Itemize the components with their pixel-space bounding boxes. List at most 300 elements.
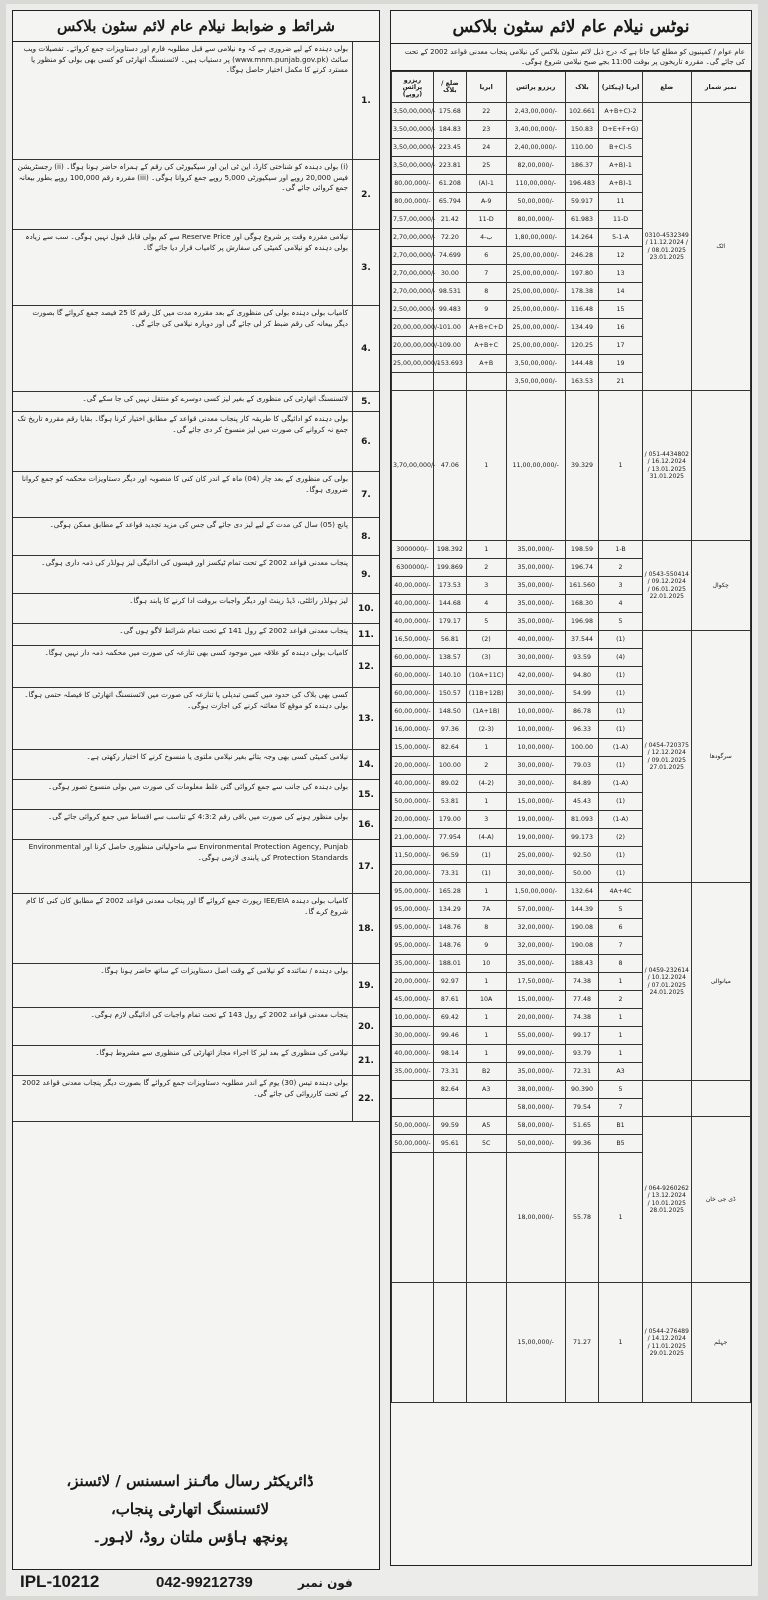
table-cell: 18,00,000/- [506, 1153, 565, 1283]
table-header-cell: ریزرو پرائس (روپے) [392, 72, 434, 103]
table-cell: 25,00,00,000/- [506, 265, 565, 283]
table-cell: 16,50,000/- [392, 631, 434, 649]
table-header-cell: ایریا (ہیکٹر) [599, 72, 643, 103]
notice-column [390, 10, 752, 1566]
condition-text: نیلامی کمیٹی کسی بھی وجہ بتائے بغیر نیلامی ملتوی یا منسوخ کرنے کا اختیار رکھتی ہے۔ [86, 752, 348, 761]
table-cell: (2) [466, 631, 506, 649]
condition-item [13, 750, 379, 780]
table-cell: 20,00,000/- [392, 811, 434, 829]
table-cell: 2 [599, 991, 643, 1009]
conditions-list [13, 42, 379, 1122]
contact-dates-cell: 064-9260262 / 13.12.2024 / 10.01.2025 / 28.01.2025 [643, 1117, 691, 1283]
table-cell: 3,70,00,000/- [392, 391, 434, 541]
condition-item [13, 306, 379, 392]
condition-number: 13. [352, 688, 379, 749]
condition-item [13, 646, 379, 688]
table-cell: 87.61 [433, 991, 466, 1009]
table-cell: 120.25 [565, 337, 598, 355]
table-cell: (1) [599, 757, 643, 775]
table-cell: 3,50,00,000/- [392, 103, 434, 121]
table-cell [392, 1153, 434, 1283]
table-cell: 35,00,000/- [506, 613, 565, 631]
table-cell: 20,00,00,000/- [392, 319, 434, 337]
table-cell [433, 373, 466, 391]
phone-label: فون نمبر [298, 1576, 353, 1590]
table-cell: 11,00,00,000/- [506, 391, 565, 541]
table-cell: 150.57 [433, 685, 466, 703]
condition-item [13, 518, 379, 556]
table-cell: 9 [466, 301, 506, 319]
table-cell: 1,50,00,000/- [506, 883, 565, 901]
table-cell: 72.20 [433, 229, 466, 247]
table-cell: 6300000/- [392, 559, 434, 577]
table-cell: 82.64 [433, 739, 466, 757]
table-cell: (1) [599, 685, 643, 703]
table-cell: 50,00,000/- [392, 793, 434, 811]
condition-item [13, 810, 379, 840]
condition-number: 6. [352, 412, 379, 471]
table-cell: 20,00,000/- [392, 973, 434, 991]
table-cell: A+B+C+D [466, 319, 506, 337]
condition-item [13, 594, 379, 624]
table-cell [392, 1283, 434, 1403]
table-cell: (4-A) [466, 829, 506, 847]
table-cell: 50.00 [565, 865, 598, 883]
table-cell: 40,00,000/- [392, 775, 434, 793]
table-cell [466, 1153, 506, 1283]
table-cell: 3,50,00,000/- [392, 139, 434, 157]
table-cell: 1 [599, 1045, 643, 1063]
condition-item [13, 472, 379, 518]
table-cell: 1 [599, 1153, 643, 1283]
table-cell: (1-A) [599, 739, 643, 757]
table-cell: 95,00,000/- [392, 919, 434, 937]
table-cell: 168.30 [565, 595, 598, 613]
table-cell: 25,00,000/- [506, 847, 565, 865]
table-cell: 190.08 [565, 937, 598, 955]
table-cell: 30,00,000/- [506, 865, 565, 883]
contact-dates-cell: 051-4434802 / 16.12.2024 / 13.01.2025 / 31.01.2025 [643, 391, 691, 541]
table-cell: 30,00,000/- [506, 649, 565, 667]
table-cell: 190.08 [565, 919, 598, 937]
district-cell: چکوال [691, 541, 751, 631]
table-cell: 54.99 [565, 685, 598, 703]
table-cell: 7 [599, 937, 643, 955]
condition-number: 14. [352, 750, 379, 779]
terms-column [12, 10, 380, 1570]
table-cell: (1) [599, 793, 643, 811]
table-cell: 10A [466, 991, 506, 1009]
table-cell: 148.50 [433, 703, 466, 721]
table-cell: 61.208 [433, 175, 466, 193]
table-cell: (1) [466, 847, 506, 865]
condition-item [13, 894, 379, 964]
table-cell: 35,00,000/- [506, 541, 565, 559]
condition-item [13, 1076, 379, 1122]
table-cell: 21,00,000/- [392, 829, 434, 847]
condition-text: کامیاب بولی دہندہ IEE/EIA رپورٹ جمع کروائے گا اور پنجاب معدنی قواعد 2002 کے مطابق کان کنی کا کام شروع کرے گا۔ [26, 896, 348, 916]
table-cell: B5 [599, 1135, 643, 1153]
table-row [392, 631, 751, 649]
table-cell: 80,00,000/- [392, 193, 434, 211]
table-cell: 20,00,000/- [506, 1009, 565, 1027]
table-cell: 5 [599, 901, 643, 919]
table-cell [433, 1283, 466, 1403]
condition-number: 18. [352, 894, 379, 963]
table-cell: 53.81 [433, 793, 466, 811]
table-cell: 35,00,000/- [506, 1063, 565, 1081]
table-cell: 144.48 [565, 355, 598, 373]
table-cell: 110.00 [565, 139, 598, 157]
condition-text: بولی دہندہ کو ادائیگی کا طریقہ کار پنجاب معدنی قواعد کے مطابق اختیار کرنا ہوگا۔ بقایا رقم مقررہ تاریخ تک جمع نہ کروانے کی صورت میں لیز منسوخ کر دی جائے گی۔ [17, 414, 348, 434]
table-cell: 2 [599, 559, 643, 577]
table-cell: 179.00 [433, 811, 466, 829]
table-cell: 98.531 [433, 283, 466, 301]
table-cell: 51.65 [565, 1117, 598, 1135]
table-cell: 60,00,000/- [392, 649, 434, 667]
table-cell: 89.02 [433, 775, 466, 793]
condition-text: پنجاب معدنی قواعد 2002 کے رول 143 کے تحت تمام واجبات کی ادائیگی لازم ہوگی۔ [90, 1010, 348, 1019]
table-cell: 40,00,000/- [392, 577, 434, 595]
table-cell: 25 [466, 157, 506, 175]
table-cell: 2,70,00,000/- [392, 247, 434, 265]
table-cell [392, 1081, 434, 1099]
contact-dates-cell: 0543-550414 / 09.12.2024 / 06.01.2025 / 22.01.2025 [643, 541, 691, 631]
table-cell: 17 [599, 337, 643, 355]
table-cell: 3 [466, 577, 506, 595]
table-cell: 96.33 [565, 721, 598, 739]
table-cell: 40,00,000/- [506, 631, 565, 649]
table-cell: 73.31 [433, 1063, 466, 1081]
table-cell: 95,00,000/- [392, 883, 434, 901]
condition-item [13, 230, 379, 306]
table-cell: 134.29 [433, 901, 466, 919]
table-cell: 47.06 [433, 391, 466, 541]
table-cell: (10A+11C) [466, 667, 506, 685]
table-cell: 246.28 [565, 247, 598, 265]
table-cell: 79.03 [565, 757, 598, 775]
table-cell: 19,00,000/- [506, 829, 565, 847]
table-cell: 144.68 [433, 595, 466, 613]
table-cell: 25,00,00,000/- [506, 319, 565, 337]
table-cell: 6 [599, 919, 643, 937]
table-header-cell: ضلع [643, 72, 691, 103]
condition-number: 17. [352, 840, 379, 893]
district-cell: میانوالی [691, 883, 751, 1081]
condition-number: 15. [352, 780, 379, 809]
table-cell: 223.81 [433, 157, 466, 175]
table-cell: 1 [466, 793, 506, 811]
table-cell: B1 [599, 1117, 643, 1135]
table-cell: 9 [466, 937, 506, 955]
table-cell: 55,00,000/- [506, 1027, 565, 1045]
table-cell [433, 1099, 466, 1117]
notice-intro: عام عوام / کمپنیوں کو مطلع کیا جاتا ہے کہ درج ذیل لائم سٹون بلاکس کی نیلامی پنجاب معدنی قواعد 2002 کے تحت کی جائے گی۔ مقررہ تاریخوں پر بوقت 11:00 بجے صبح نیلامی شروع ہوگی۔ [391, 44, 751, 71]
table-cell: 197.80 [565, 265, 598, 283]
condition-number: 22. [352, 1076, 379, 1121]
table-cell: 3000000/- [392, 541, 434, 559]
district-cell: جہلم [691, 1283, 751, 1403]
table-cell: 92.50 [565, 847, 598, 865]
table-cell: 148.76 [433, 937, 466, 955]
table-cell: 21 [599, 373, 643, 391]
condition-text: پانچ (05) سال کی مدت کے لیے لیز دی جائے گی جس کی مزید تجدید قواعد کے مطابق ممکن ہوگی۔ [49, 520, 348, 529]
table-cell: (11B+12B) [466, 685, 506, 703]
condition-text: Environmental Protection Agency, Punjab سے ماحولیاتی منظوری حاصل کرنا اور Environmental Protection Standards کی پابندی لازمی ہوگی۔ [28, 842, 348, 862]
table-cell: 2,70,00,000/- [392, 229, 434, 247]
table-cell: (4) [599, 649, 643, 667]
district-cell: ڈی جی خان [691, 1117, 751, 1283]
table-cell: 40,00,000/- [392, 595, 434, 613]
table-cell: 21.42 [433, 211, 466, 229]
table-cell: 8 [466, 283, 506, 301]
table-cell: 198.59 [565, 541, 598, 559]
ipl-reference: IPL-10212 [20, 1572, 100, 1591]
table-cell [392, 373, 434, 391]
table-cell: 50,00,000/- [506, 193, 565, 211]
table-cell: 50,00,000/- [506, 1135, 565, 1153]
table-cell: 99.46 [433, 1027, 466, 1045]
table-cell: 80,00,000/- [392, 175, 434, 193]
contact-dates-cell [643, 1081, 691, 1117]
table-cell: 3,50,00,000/- [506, 373, 565, 391]
table-cell: 55.78 [565, 1153, 598, 1283]
table-cell: 3 [599, 577, 643, 595]
table-cell [466, 1099, 506, 1117]
table-cell: 14.264 [565, 229, 598, 247]
table-cell: 71.27 [565, 1283, 598, 1403]
table-cell: 2,50,00,000/- [392, 301, 434, 319]
table-cell: 23 [466, 121, 506, 139]
table-cell: 15 [599, 301, 643, 319]
table-cell: 19,00,000/- [506, 811, 565, 829]
table-cell: (1-A) [599, 811, 643, 829]
table-cell [433, 1153, 466, 1283]
table-cell: 15,00,000/- [506, 793, 565, 811]
table-cell: 57,00,000/- [506, 901, 565, 919]
table-cell: (1) [599, 667, 643, 685]
table-cell: 56.81 [433, 631, 466, 649]
table-cell: 7 [466, 265, 506, 283]
table-cell: (1-A) [599, 775, 643, 793]
table-cell: 7A [466, 901, 506, 919]
condition-text: کامیاب بولی دہندہ کو علاقہ میں موجود کسی بھی تنازعہ کی صورت میں محکمہ ذمہ دار نہیں ہوگا۔ [44, 648, 348, 657]
table-cell: 3,50,00,000/- [392, 157, 434, 175]
table-cell: A+B)-1 [599, 157, 643, 175]
table-cell: 17,50,000/- [506, 973, 565, 991]
table-cell: 1 [466, 1009, 506, 1027]
table-cell: 93.79 [565, 1045, 598, 1063]
table-cell: 99.173 [565, 829, 598, 847]
table-cell: 74.38 [565, 973, 598, 991]
table-cell: 20,00,000/- [392, 757, 434, 775]
table-cell: 30,00,000/- [506, 775, 565, 793]
table-cell: 50,00,000/- [392, 1135, 434, 1153]
table-cell: 223.45 [433, 139, 466, 157]
table-cell: B2 [466, 1063, 506, 1081]
table-cell: 132.64 [565, 883, 598, 901]
table-cell: 60,00,000/- [392, 685, 434, 703]
table-cell: 25,00,00,000/- [506, 301, 565, 319]
table-cell: 1 [466, 739, 506, 757]
table-cell: 116.48 [565, 301, 598, 319]
table-cell: 60,00,000/- [392, 703, 434, 721]
table-cell: 4A+4C [599, 883, 643, 901]
condition-number: 12. [352, 646, 379, 687]
condition-text: بولی دہندہ / نمائندہ کو نیلامی کے وقت اصل دستاویزات کے ساتھ حاضر ہونا ہوگا۔ [100, 966, 348, 975]
table-cell: 10,00,000/- [392, 1009, 434, 1027]
table-cell: 13 [599, 265, 643, 283]
table-cell: 196.74 [565, 559, 598, 577]
condition-text: نیلامی مقررہ وقت پر شروع ہوگی اور Reserve Price سے کم بولی قابل قبول نہیں ہوگی۔ سب سے زیادہ بولی دہندہ کو نیلامی کمیٹی کی سفارش پر کامیاب قرار دیا جائے گا۔ [25, 232, 348, 252]
table-cell: 1 [599, 1027, 643, 1045]
table-cell: A+B [466, 355, 506, 373]
table-cell: 99.36 [565, 1135, 598, 1153]
table-cell: 97.36 [433, 721, 466, 739]
table-row [392, 541, 751, 559]
table-cell: A+B)-1 [599, 175, 643, 193]
table-row [392, 1081, 751, 1099]
table-cell: 8 [466, 919, 506, 937]
table-cell: 60,00,000/- [392, 667, 434, 685]
table-cell: (1) [599, 631, 643, 649]
table-cell: (2-3) [466, 721, 506, 739]
table-cell: 163.53 [565, 373, 598, 391]
table-cell: 30.00 [433, 265, 466, 283]
table-cell: 1 [466, 883, 506, 901]
table-cell: A3 [466, 1081, 506, 1099]
table-cell: 179.17 [433, 613, 466, 631]
table-cell: 39.329 [565, 391, 598, 541]
table-cell: 4 [599, 595, 643, 613]
table-cell: 35,00,000/- [392, 955, 434, 973]
table-header-cell: ریزرو پرائس [506, 72, 565, 103]
condition-text: نیلامی کی منظوری کے بعد لیز کا اجراء مجاز اتھارٹی کی منظوری سے مشروط ہوگا۔ [95, 1048, 348, 1057]
table-cell: 95,00,000/- [392, 937, 434, 955]
table-cell: 102.661 [565, 103, 598, 121]
condition-number: 9. [352, 556, 379, 593]
table-cell: 99,00,000/- [506, 1045, 565, 1063]
table-cell: 32,00,000/- [506, 937, 565, 955]
table-cell: 99.483 [433, 301, 466, 319]
condition-text: لیز ہولڈر رائلٹی، ڈیڈ رینٹ اور دیگر واجبات بروقت ادا کرنے کا پابند ہوگا۔ [129, 596, 348, 605]
table-cell: (1A+1B) [466, 703, 506, 721]
table-cell: 69.42 [433, 1009, 466, 1027]
table-cell: 82,00,000/- [506, 157, 565, 175]
table-cell: 77.954 [433, 829, 466, 847]
table-cell: 138.57 [433, 649, 466, 667]
condition-number: 1. [352, 42, 379, 159]
table-cell: 2,70,00,000/- [392, 265, 434, 283]
table-cell: 19 [599, 355, 643, 373]
table-cell: 20,00,00,000/- [392, 337, 434, 355]
table-cell: D+E+F+G) [599, 121, 643, 139]
district-cell [691, 1081, 751, 1117]
contact-dates-cell: 0544-276489 / 14.12.2024 / 11.01.2025 / 29.01.2025 [643, 1283, 691, 1403]
table-cell: 1 [466, 1045, 506, 1063]
table-cell: 196.483 [565, 175, 598, 193]
table-cell: A3 [599, 1063, 643, 1081]
condition-text: پنجاب معدنی قواعد 2002 کے رول 141 کے تحت تمام شرائط لاگو ہوں گی۔ [119, 626, 348, 635]
table-cell: 81.093 [565, 811, 598, 829]
table-cell: 3,40,00,000/- [506, 121, 565, 139]
table-cell: 16,00,000/- [392, 721, 434, 739]
table-cell: 10,00,000/- [506, 721, 565, 739]
table-cell: 24 [466, 139, 506, 157]
table-cell: 1 [466, 973, 506, 991]
table-cell: 15,00,000/- [392, 739, 434, 757]
table-cell: 11-D [599, 211, 643, 229]
table-cell: 100.00 [433, 757, 466, 775]
table-cell: 188.01 [433, 955, 466, 973]
table-cell: 153.693 [433, 355, 466, 373]
table-cell: 165.28 [433, 883, 466, 901]
table-cell: 30,00,000/- [506, 757, 565, 775]
table-cell: 45.43 [565, 793, 598, 811]
table-cell [392, 1099, 434, 1117]
district-cell [691, 391, 751, 541]
table-cell: (A)-1 [466, 175, 506, 193]
table-cell: 98.14 [433, 1045, 466, 1063]
office-line-1: ڈائریکٹر رسال ماٸنز اسسنس / لائسنز، [66, 1472, 314, 1490]
condition-number: 10. [352, 594, 379, 623]
table-cell: 11 [599, 193, 643, 211]
condition-item [13, 556, 379, 594]
table-cell: 148.76 [433, 919, 466, 937]
table-cell: 30,00,000/- [506, 685, 565, 703]
table-cell: 1,80,00,000/- [506, 229, 565, 247]
table-cell: 35,00,000/- [506, 577, 565, 595]
condition-number: 8. [352, 518, 379, 555]
table-cell: 1 [466, 541, 506, 559]
table-cell: 110,00,000/- [506, 175, 565, 193]
table-row [392, 103, 751, 121]
table-cell: 5 [466, 613, 506, 631]
table-cell: 1 [466, 1027, 506, 1045]
condition-item [13, 392, 379, 412]
table-cell: (3) [466, 649, 506, 667]
table-cell: 40,00,000/- [392, 1045, 434, 1063]
table-cell: 5 [599, 1081, 643, 1099]
table-cell: 1 [466, 391, 506, 541]
table-cell: 74.699 [433, 247, 466, 265]
table-cell: 35,00,000/- [506, 595, 565, 613]
table-cell: 4 [466, 595, 506, 613]
condition-item [13, 624, 379, 646]
condition-text: بولی دہندہ کے لیے ضروری ہے کہ وہ نیلامی سے قبل مطلوبہ فارم اور دستاویزات جمع کروائے۔ تفصیلات ویب سائٹ (www.mnm.punjab.gov.pk) پر دستیاب ہیں۔ لائسنسنگ اتھارٹی کو کسی بھی بولی کو منظور یا مسترد کرنے کا مکمل اختیار حاصل ہوگا۔ [23, 44, 348, 74]
table-cell: 74.38 [565, 1009, 598, 1027]
table-cell: 196.98 [565, 613, 598, 631]
table-header-cell: ضلع / بلاک [433, 72, 466, 103]
table-cell: 2,40,00,000/- [506, 139, 565, 157]
condition-text: لائسنسنگ اتھارٹی کی منظوری کے بغیر لیز کسی دوسرے کو منتقل نہیں کی جا سکے گی۔ [82, 394, 348, 403]
table-cell: 175.68 [433, 103, 466, 121]
table-cell: 184.83 [433, 121, 466, 139]
table-cell: 77.48 [565, 991, 598, 1009]
table-cell: 3,50,00,000/- [392, 121, 434, 139]
condition-number: 19. [352, 964, 379, 1007]
table-cell: 59.917 [565, 193, 598, 211]
table-cell: 11,50,000/- [392, 847, 434, 865]
office-line-3: پونچھ ہاؤس ملتان روڈ، لاہور۔ [92, 1528, 288, 1546]
table-cell: 40,00,000/- [392, 613, 434, 631]
table-cell: 12 [599, 247, 643, 265]
table-cell: 25,00,00,000/- [506, 337, 565, 355]
condition-number: 5. [352, 392, 379, 411]
table-cell: 72.31 [565, 1063, 598, 1081]
table-cell: (1) [599, 703, 643, 721]
table-cell: 32,00,000/- [506, 919, 565, 937]
